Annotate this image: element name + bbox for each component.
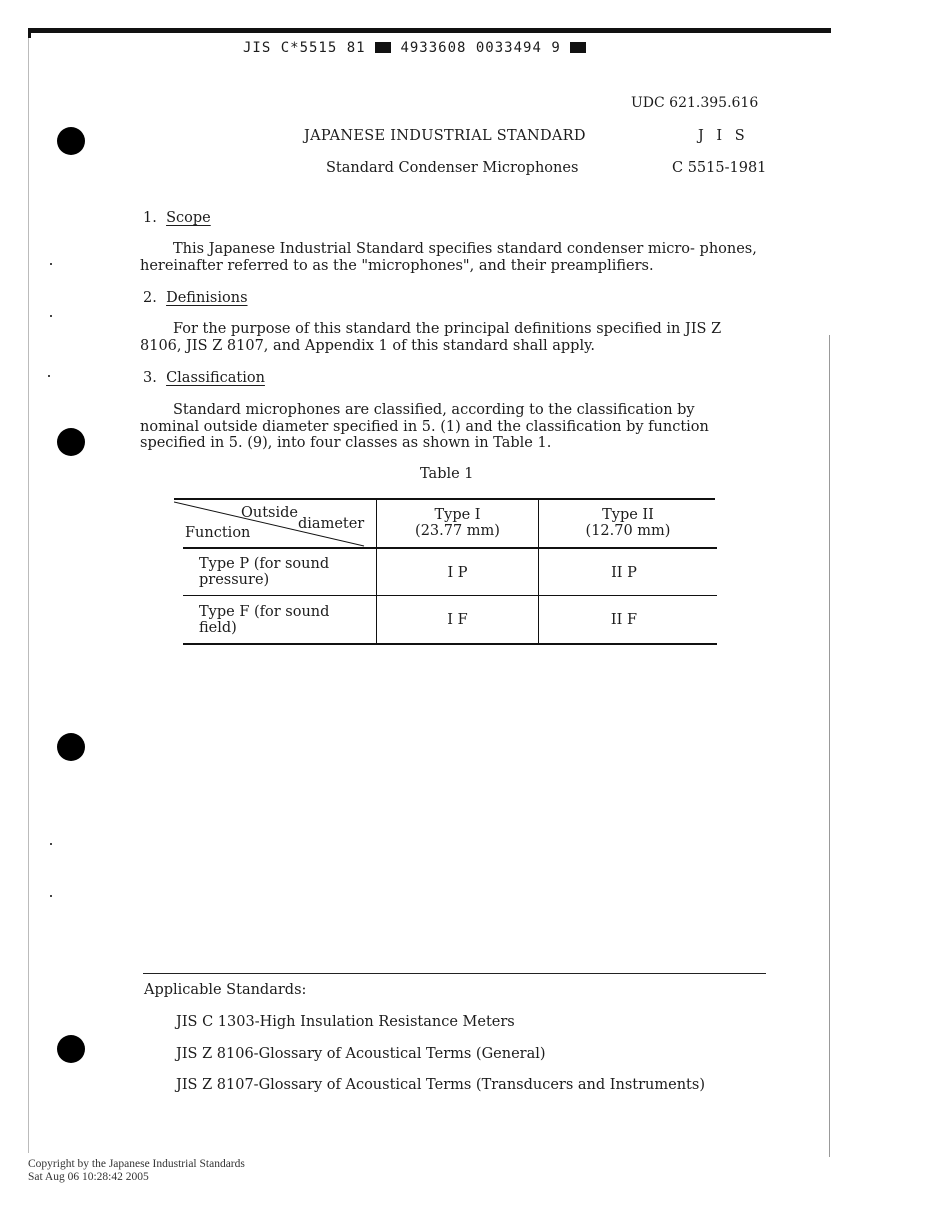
speck bbox=[50, 895, 52, 897]
section-title: Scope bbox=[166, 210, 211, 226]
scan-top-border bbox=[28, 28, 831, 33]
header-code-text: JIS C*5515 81 bbox=[243, 40, 366, 56]
section-title: Definisions bbox=[166, 290, 248, 306]
binder-hole-1 bbox=[57, 127, 85, 155]
jis-label: J I S bbox=[698, 128, 749, 144]
section-heading-definitions bbox=[143, 290, 248, 306]
table-cell: II F bbox=[610, 612, 638, 628]
column-header-type-2 bbox=[539, 507, 717, 539]
column-name: Type II bbox=[602, 507, 654, 523]
timestamp-line: Sat Aug 06 10:28:42 2005 bbox=[28, 1171, 149, 1183]
barcode-block-icon bbox=[570, 42, 586, 53]
document-number: C 5515-1981 bbox=[672, 160, 767, 176]
scan-top-tick bbox=[28, 28, 31, 38]
section-heading-scope bbox=[143, 210, 211, 226]
section-number: 3. bbox=[143, 370, 157, 386]
section-number: 1. bbox=[143, 210, 157, 226]
corner-label-outside: Outside bbox=[241, 505, 298, 521]
table-row-label bbox=[199, 556, 329, 588]
speck bbox=[48, 375, 50, 377]
copyright-footer bbox=[28, 1158, 245, 1184]
header-barcode-text: 4933608 0033494 9 bbox=[400, 40, 561, 56]
column-size: (12.70 mm) bbox=[585, 523, 671, 539]
column-name: Type I bbox=[434, 507, 481, 523]
corner-label-diameter: diameter bbox=[298, 516, 365, 532]
corner-label-function: Function bbox=[185, 525, 251, 541]
scan-right-edge bbox=[829, 335, 830, 1157]
binder-hole-4 bbox=[57, 1035, 85, 1063]
standard-title: JAPANESE INDUSTRIAL STANDARD bbox=[304, 128, 586, 144]
applicable-standard-item: JIS Z 8106-Glossary of Acoustical Terms (General) bbox=[176, 1046, 546, 1062]
microfilm-code bbox=[243, 40, 586, 56]
definitions-paragraph: For the purpose of this standard the principal definitions specified in JIS Z 8106, JIS Z 8107, and Appendix 1 of this standard shall apply. bbox=[140, 321, 722, 354]
binder-hole-2 bbox=[57, 428, 85, 456]
section-title: Classification bbox=[166, 370, 265, 386]
row-label-line: pressure) bbox=[199, 572, 270, 588]
applicable-standard-item: JIS C 1303-High Insulation Resistance Meters bbox=[176, 1014, 515, 1030]
section-number: 2. bbox=[143, 290, 157, 306]
row-label-line: field) bbox=[199, 620, 237, 636]
speck bbox=[50, 843, 52, 845]
udc-number: UDC 621.395.616 bbox=[631, 95, 759, 111]
column-size: (23.77 mm) bbox=[415, 523, 500, 539]
table-cell: I P bbox=[447, 565, 468, 581]
table-rule-bottom bbox=[183, 643, 717, 645]
table-cell: I F bbox=[447, 612, 468, 628]
table-caption: Table 1 bbox=[420, 466, 474, 482]
row-label-line: Type P (for sound bbox=[199, 556, 330, 572]
binder-hole-3 bbox=[57, 733, 85, 761]
scope-paragraph: This Japanese Industrial Standard specifies standard condenser micro- phones, hereinafter referred to as the "microphones", and their preamplifiers. bbox=[140, 241, 757, 274]
column-header-type-1 bbox=[377, 507, 538, 539]
section-heading-classification bbox=[143, 370, 265, 386]
table-cell: II P bbox=[611, 565, 637, 581]
speck bbox=[50, 263, 52, 265]
table-row-label bbox=[199, 604, 329, 636]
applicable-standard-item: JIS Z 8107-Glossary of Acoustical Terms (Transducers and Instruments) bbox=[176, 1077, 705, 1093]
footnote-divider bbox=[143, 973, 766, 974]
copyright-line: Copyright by the Japanese Industrial Standards bbox=[28, 1158, 245, 1170]
classification-paragraph: Standard microphones are classified, according to the classification by nominal outside diameter specified in 5. (1) and the classification by function specified in 5. (9), into four classes as shown in Table 1. bbox=[140, 402, 709, 451]
applicable-standards-title: Applicable Standards: bbox=[144, 982, 307, 998]
document-title: Standard Condenser Microphones bbox=[326, 160, 579, 176]
speck bbox=[50, 315, 52, 317]
table-rule-row bbox=[183, 595, 717, 596]
scan-left-edge bbox=[28, 38, 29, 1153]
row-label-line: Type F (for sound bbox=[199, 604, 330, 620]
barcode-block-icon bbox=[375, 42, 391, 53]
